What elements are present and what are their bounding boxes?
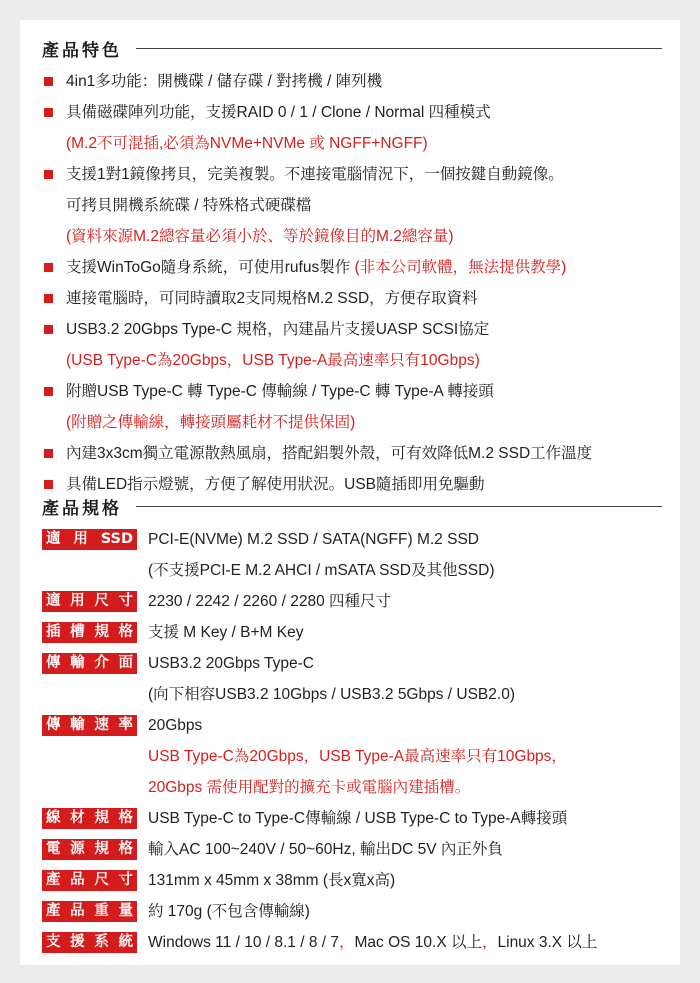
spec-row-continuation bbox=[42, 555, 662, 586]
bullet-square-icon bbox=[44, 480, 53, 489]
spec-row bbox=[42, 710, 662, 741]
feature-item bbox=[42, 159, 662, 190]
note-text: USB Type-C為20Gbps，USB Type-A最高速率只有10Gbps， bbox=[148, 748, 567, 765]
spec-row-continuation bbox=[42, 679, 662, 710]
spec-value bbox=[148, 648, 314, 679]
spec-row bbox=[42, 834, 662, 865]
text-segment: Mac OS 10.X 以上 bbox=[354, 934, 482, 951]
text-segment: 具備LED指示燈號，方便了解使用狀況。USB隨插即用免驅動 bbox=[66, 476, 485, 493]
note-text: (資料來源M.2總容量必須小於、等於鏡像目的M.2總容量) bbox=[66, 228, 454, 245]
note-text: (M.2不可混插,必須為NVMe+NVMe 或 NGFF+NGFF) bbox=[66, 135, 428, 152]
spec-row bbox=[42, 865, 662, 896]
text-segment: 20Gbps bbox=[148, 717, 203, 734]
spec-value bbox=[148, 834, 503, 865]
text-segment: 支援WinToGo隨身系統，可使用rufus製作 bbox=[66, 259, 355, 276]
bullet-square-icon bbox=[44, 294, 53, 303]
text-segment: 2230 / 2242 / 2260 / 2280 四種尺寸 bbox=[148, 593, 391, 610]
bullet-square-icon bbox=[44, 263, 53, 272]
note-text: ， bbox=[338, 934, 355, 951]
feature-item bbox=[42, 66, 662, 97]
feature-item-continuation bbox=[42, 345, 662, 376]
bullet-square-icon bbox=[44, 325, 53, 334]
spec-label: 產品重量 bbox=[42, 901, 137, 922]
feature-item bbox=[42, 314, 662, 345]
spec-label: 線材規格 bbox=[42, 808, 137, 829]
feature-item bbox=[42, 252, 662, 283]
text-segment: 可拷貝開機系統碟 / 特殊格式硬碟檔 bbox=[66, 197, 312, 214]
note-text: (USB Type-C為20Gbps，USB Type-A最高速率只有10Gbps) bbox=[66, 352, 480, 369]
spec-row-continuation bbox=[42, 772, 662, 803]
spec-value bbox=[148, 617, 303, 648]
spec-value bbox=[148, 710, 202, 741]
spec-label: 傳輸速率 bbox=[42, 715, 137, 736]
spec-value bbox=[148, 586, 391, 617]
bullet-square-icon bbox=[44, 449, 53, 458]
feature-item-continuation bbox=[42, 407, 662, 438]
feature-item bbox=[42, 438, 662, 469]
text-segment: USB Type-C to Type-C傳輸線 / USB Type-C to Type-A轉接頭 bbox=[148, 810, 568, 827]
specs-divider bbox=[136, 506, 662, 507]
spec-value bbox=[148, 555, 495, 586]
features-list bbox=[42, 66, 662, 500]
spec-label: 電源規格 bbox=[42, 839, 137, 860]
text-segment: USB3.2 20Gbps Type-C 規格，內建晶片支援UASP SCSI協定 bbox=[66, 321, 490, 338]
feature-item bbox=[42, 376, 662, 407]
text-segment: Windows 11 / 10 / 8.1 / 8 / 7 bbox=[148, 934, 339, 951]
note-text: 20Gbps 需使用配對的擴充卡或電腦內建插槽。 bbox=[148, 779, 471, 796]
bullet-square-icon bbox=[44, 108, 53, 117]
specs-title: 產品規格 bbox=[42, 499, 122, 518]
spec-row bbox=[42, 648, 662, 679]
specs-table bbox=[42, 524, 662, 958]
text-segment: (向下相容USB3.2 10Gbps / USB3.2 5Gbps / USB2.0) bbox=[148, 686, 515, 703]
text-segment: USB3.2 20Gbps Type-C bbox=[148, 655, 314, 672]
feature-item-continuation bbox=[42, 221, 662, 252]
features-title: 產品特色 bbox=[42, 41, 122, 60]
spec-label: 插槽規格 bbox=[42, 622, 137, 643]
text-segment: 支援 M Key / B+M Key bbox=[148, 624, 304, 641]
text-segment: 支援1對1鏡像拷貝，完美複製。不連接電腦情況下，一個按鍵自動鏡像。 bbox=[66, 166, 564, 183]
text-segment: 4in1多功能：開機碟 / 儲存碟 / 對拷機 / 陣列機 bbox=[66, 73, 383, 90]
feature-item bbox=[42, 283, 662, 314]
text-segment: 附贈USB Type-C 轉 Type-C 傳輸線 / Type-C 轉 Type-A 轉接頭 bbox=[66, 383, 494, 400]
spec-row bbox=[42, 896, 662, 927]
spec-value bbox=[148, 803, 567, 834]
spec-value bbox=[148, 524, 479, 555]
features-heading bbox=[42, 36, 662, 61]
spec-row bbox=[42, 803, 662, 834]
spec-value bbox=[148, 896, 310, 927]
specs-heading bbox=[42, 494, 662, 519]
note-text: ， bbox=[481, 934, 498, 951]
spec-label: 產品尺寸 bbox=[42, 870, 137, 891]
bullet-square-icon bbox=[44, 387, 53, 396]
spec-value bbox=[148, 927, 597, 958]
spec-label: 支援系統 bbox=[42, 932, 137, 953]
spec-value bbox=[148, 865, 395, 896]
text-segment: PCI-E(NVMe) M.2 SSD / SATA(NGFF) M.2 SSD bbox=[148, 531, 479, 548]
product-info-card bbox=[20, 20, 680, 965]
text-segment: 內建3x3cm獨立電源散熱風扇，搭配鋁製外殼，可有效降低M.2 SSD工作溫度 bbox=[66, 445, 593, 462]
text-segment: 連接電腦時，可同時讀取2支同規格M.2 SSD，方便存取資料 bbox=[66, 290, 478, 307]
bullet-square-icon bbox=[44, 77, 53, 86]
spec-row-continuation bbox=[42, 741, 662, 772]
spec-row bbox=[42, 586, 662, 617]
feature-item-continuation bbox=[42, 128, 662, 159]
text-segment: Linux 3.X 以上 bbox=[497, 934, 598, 951]
spec-value bbox=[148, 679, 515, 710]
text-segment: 具備磁碟陣列功能，支援RAID 0 / 1 / Clone / Normal 四種模式 bbox=[66, 104, 491, 121]
feature-item-continuation bbox=[42, 190, 662, 221]
text-segment: 輸入AC 100~240V / 50~60Hz, 輸出DC 5V 內正外負 bbox=[148, 841, 503, 858]
text-segment: 131mm x 45mm x 38mm (長x寬x高) bbox=[148, 872, 396, 889]
spec-label: 適用SSD bbox=[42, 529, 137, 550]
spec-value bbox=[148, 741, 567, 772]
text-segment: 約 170g (不包含傳輸線) bbox=[148, 903, 310, 920]
features-divider bbox=[136, 48, 662, 49]
note-text: (附贈之傳輸線，轉接頭屬耗材不提供保固) bbox=[66, 414, 356, 431]
spec-row bbox=[42, 524, 662, 555]
spec-value bbox=[148, 772, 470, 803]
text-segment: (不支援PCI-E M.2 AHCI / mSATA SSD及其他SSD) bbox=[148, 562, 495, 579]
feature-item bbox=[42, 97, 662, 128]
bullet-square-icon bbox=[44, 170, 53, 179]
note-text: (非本公司軟體，無法提供教學) bbox=[354, 259, 567, 276]
spec-label: 傳輸介面 bbox=[42, 653, 137, 674]
spec-row bbox=[42, 617, 662, 648]
spec-label: 適用尺寸 bbox=[42, 591, 137, 612]
spec-row bbox=[42, 927, 662, 958]
